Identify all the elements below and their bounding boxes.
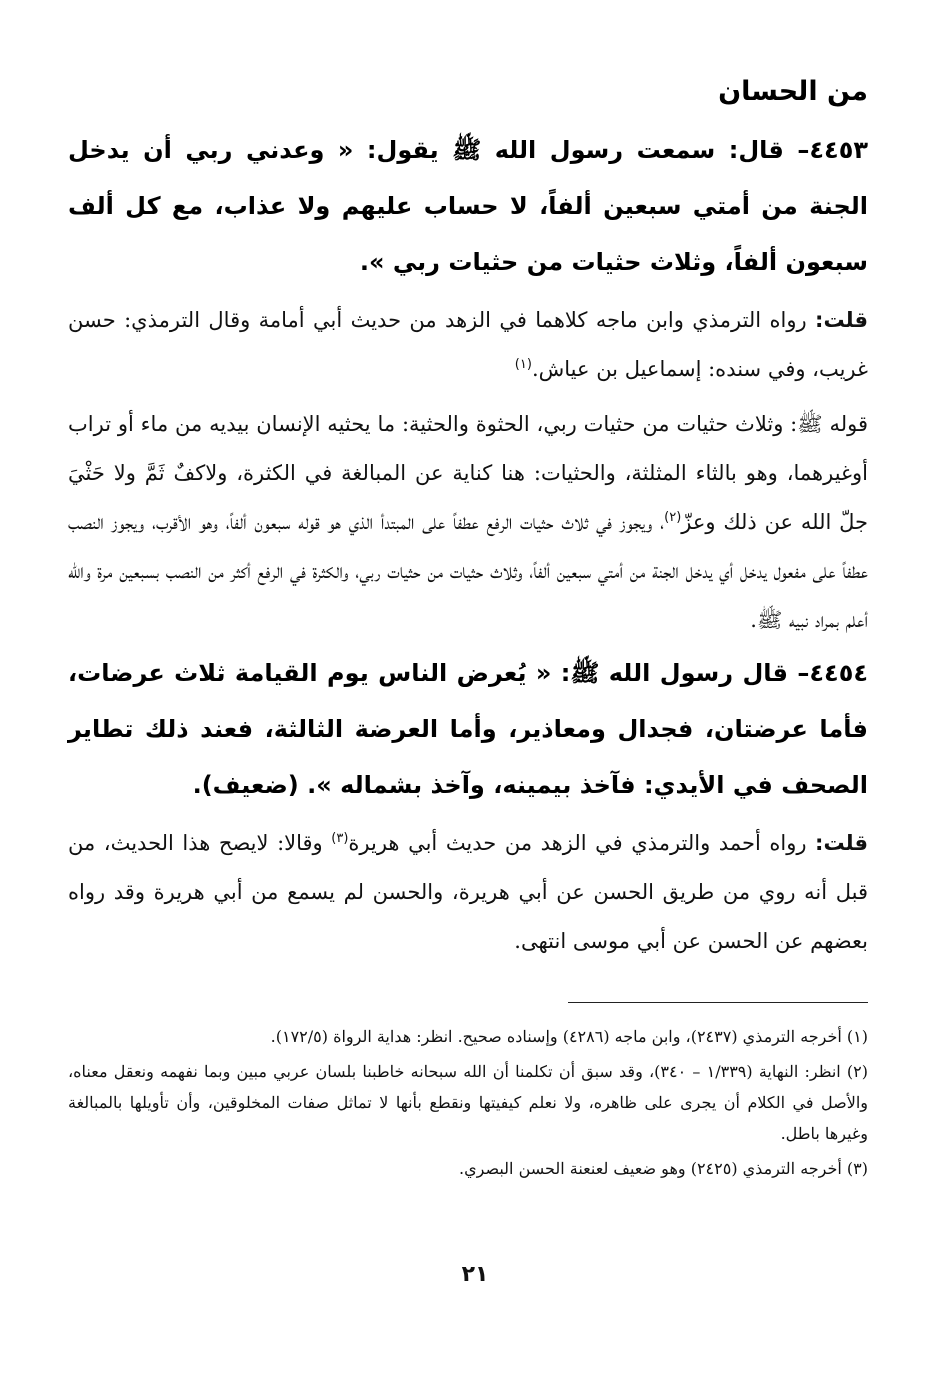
footnote-separator: [568, 1002, 868, 1003]
comment-lead: قلت:: [815, 831, 868, 855]
explanation-text-continued: ، ويجوز في ثلاث حثيات الرفع عطفاً على المبتدأ الذي هو قوله سبعون ألفاً، وهو الأقرب، ويجوز النصب عطفاً على مفعول يدخل أي يدخل الجنة من أمتي سبعين ألفاً، وثلاث حثيات من حثيات ربي، والكثرة في الرفع أكثر من النصب بسبعين مرة والله أعلم بمراد نبيه ﷺ.: [68, 510, 868, 632]
footnotes: [68, 1021, 868, 1184]
comment-text: رواه الترمذي وابن ماجه كلاهما في الزهد من حديث أبي أمامة وقال الترمذي: حسن غريب، وفي سنده: إسماعيل بن عياش.: [68, 308, 868, 381]
hadith-4453: ٤٤٥٣– قال: سمعت رسول الله ﷺ يقول: « وعدني ربي أن يدخل الجنة من أمتي سبعين ألفاً، لا حساب عليهم ولا عذاب، مع كل ألف سبعون ألفاً، وثلاث حثيات من حثيات ربي ».: [68, 136, 868, 276]
comment-4454: [68, 819, 868, 966]
comment-text: رواه أحمد والترمذي في الزهد من حديث أبي هريرة: [348, 831, 816, 855]
page-number: ٢١: [461, 1262, 489, 1287]
footnote-2: (٢) انظر: النهاية (١/٣٣٩ – ٣٤٠)، وقد سبق أن تكلمنا أن الله سبحانه خاطبنا بلسان عربي مبين وبما نفهمه ونعقل معناه، والأصل في الكلام أن يجرى على ظاهره، ولا نعلم كيفيتها ونقطع بأنها لا تماثل صفات المخلوقين، وأن تأويلها بالمبالغة وغيرها باطل.: [68, 1062, 869, 1143]
hadith-4454: ٤٤٥٤– قال رسول الله ﷺ: « يُعرض الناس يوم القيامة ثلاث عرضات، فأما عرضتان، فجدال ومعاذير، وأما العرضة الثالثة، فعند ذلك تطاير الصحف في الأيدي: فآخذ بيمينه، وآخذ بشماله ». (ضعيف).: [68, 659, 868, 799]
comment-lead: قلت:: [815, 308, 868, 332]
document-page: [68, 62, 868, 1362]
explanation-text: قوله ﷺ: وثلاث حثيات من حثيات ربي، الحثوة والحثية: ما يحثيه الإنسان بيديه من ماء أو تراب أوغيرهما، وهو بالثاء المثلثة، والحثيات: هنا كناية عن المبالغة في الكثرة، ولاكفٌ ثَمَّ ولا حَثْيَ جلّ الله عن ذلك وعزّ: [68, 412, 868, 534]
explanation-4453: [68, 400, 868, 645]
section-title: من الحسان: [718, 76, 868, 107]
footnote-ref-1[interactable]: (١): [514, 357, 532, 372]
footnote-1: (١) أخرجه الترمذي (٢٤٣٧)، وابن ماجه (٤٢٨٦) وإسناده صحيح. انظر: هداية الرواة (١٧٢/٥).: [270, 1027, 868, 1046]
comment-4453: [68, 296, 868, 394]
comment-text-continued: وقالا: لايصح هذا الحديث، من قبل أنه روي من طريق الحسن عن أبي هريرة، والحسن لم يسمع من أبي هريرة وقد رواه بعضهم عن الحسن عن أبي موسى انتهى.: [68, 831, 868, 953]
footnote-ref-3[interactable]: (٣): [331, 831, 349, 846]
footnote-3: (٣) أخرجه الترمذي (٢٤٢٥) وهو ضعيف لعنعنة الحسن البصري.: [459, 1159, 868, 1178]
footnote-ref-2[interactable]: (٢): [664, 510, 682, 525]
